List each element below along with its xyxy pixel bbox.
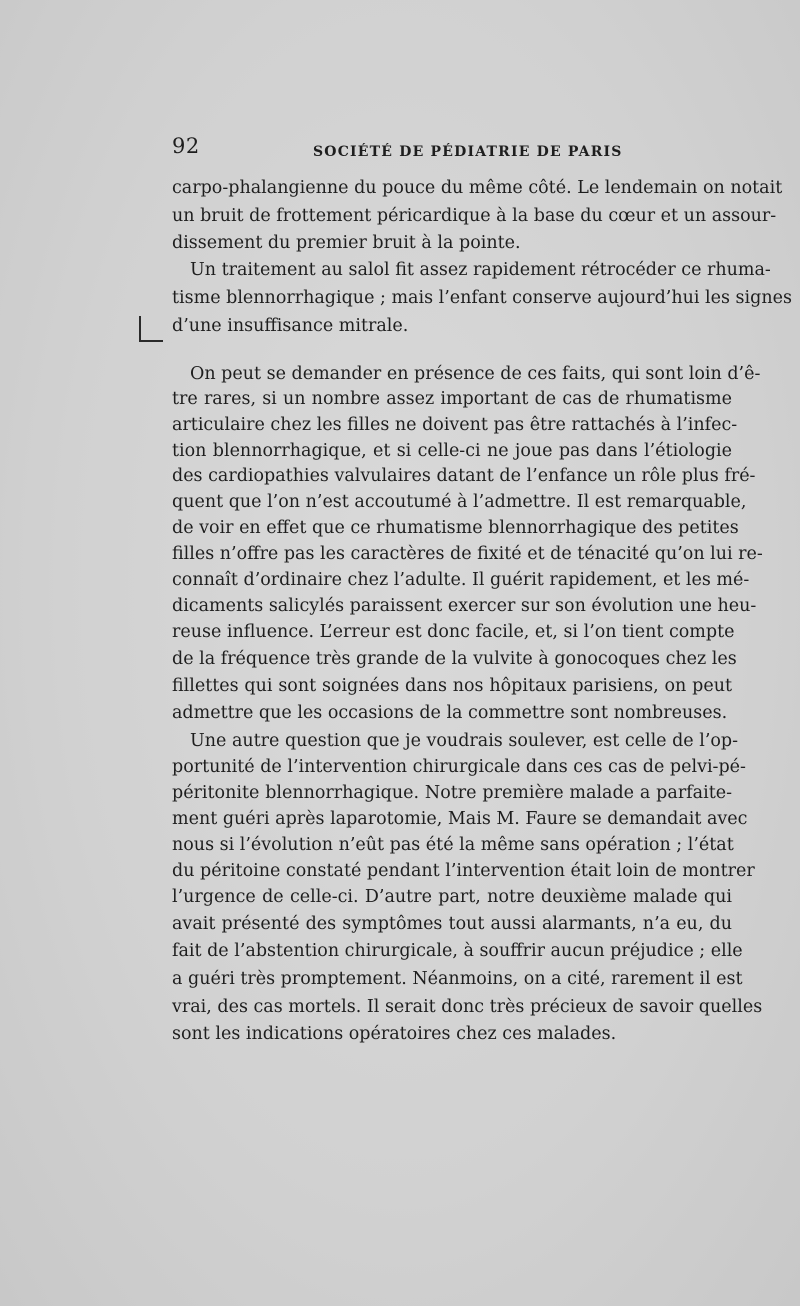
text-line: des cardiopathies valvulaires datant de l’enfance un rôle plus fré- <box>172 466 756 486</box>
text-line: fait de l’abstention chirurgicale, à souffrir aucun préjudice ; elle <box>172 941 743 961</box>
text-line: de voir en effet que ce rhumatisme blennorrhagique des petites <box>172 518 739 538</box>
text-line: filles n’offre pas les caractères de fixité et de ténacité qu’on lui re- <box>172 544 763 564</box>
margin-mark <box>139 316 141 342</box>
running-head: SOCIÉTÉ DE PÉDIATRIE DE PARIS <box>313 144 623 160</box>
text-line: de la fréquence très grande de la vulvite à gonocoques chez les <box>172 649 737 669</box>
text-line: tisme blennorrhagique ; mais l’enfant conserve aujourd’hui les signes <box>172 288 792 308</box>
text-line: tre rares, si un nombre assez important de cas de rhumatisme <box>172 389 732 409</box>
margin-mark <box>139 340 163 342</box>
text-line: l’urgence de celle-ci. D’autre part, notre deuxième malade qui <box>172 887 732 907</box>
text-line: a guéri très promptement. Néanmoins, on a cité, rarement il est <box>172 969 743 989</box>
text-line: Un traitement au salol fit assez rapidement rétrocéder ce rhuma- <box>190 260 771 280</box>
text-line: tion blennorrhagique, et si celle-ci ne joue pas dans l’étiologie <box>172 441 732 461</box>
text-line: péritonite blennorrhagique. Notre première malade a parfaite- <box>172 783 732 803</box>
text-line: ment guéri après laparotomie, Mais M. Faure se demandait avec <box>172 809 748 829</box>
text-line: d’une insuffisance mitrale. <box>172 316 409 336</box>
text-line: dicaments salicylés paraissent exercer sur son évolution une heu- <box>172 596 757 616</box>
text-line: sont les indications opératoires chez ces malades. <box>172 1024 617 1044</box>
text-line: du péritoine constaté pendant l’intervention était loin de montrer <box>172 861 755 881</box>
text-line: reuse influence. L’erreur est donc facile, et, si l’on tient compte <box>172 622 735 642</box>
text-line: carpo-phalangienne du pouce du même côté. Le lendemain on notait <box>172 178 783 198</box>
page-number: 92 <box>172 134 200 158</box>
text-line: dissement du premier bruit à la pointe. <box>172 233 521 253</box>
text-line: admettre que les occasions de la commettre sont nombreuses. <box>172 703 728 723</box>
text-line: un bruit de frottement péricardique à la base du cœur et un assour- <box>172 206 777 226</box>
text-line: vrai, des cas mortels. Il serait donc très précieux de savoir quelles <box>172 997 763 1017</box>
text-line: On peut se demander en présence de ces faits, qui sont loin d’ê- <box>190 364 761 384</box>
text-line: articulaire chez les filles ne doivent pas être rattachés à l’infec- <box>172 415 738 435</box>
text-line: quent que l’on n’est accoutumé à l’admettre. Il est remarquable, <box>172 492 747 512</box>
text-line: portunité de l’intervention chirurgicale dans ces cas de pelvi-pé- <box>172 757 746 777</box>
text-line: avait présenté des symptômes tout aussi alarmants, n’a eu, du <box>172 914 732 934</box>
text-line: nous si l’évolution n’eût pas été la même sans opération ; l’état <box>172 835 734 855</box>
text-line: fillettes qui sont soignées dans nos hôpitaux parisiens, on peut <box>172 676 732 696</box>
text-line: connaît d’ordinaire chez l’adulte. Il guérit rapidement, et les mé- <box>172 570 750 590</box>
text-line: Une autre question que je voudrais soulever, est celle de l’op- <box>190 731 739 751</box>
